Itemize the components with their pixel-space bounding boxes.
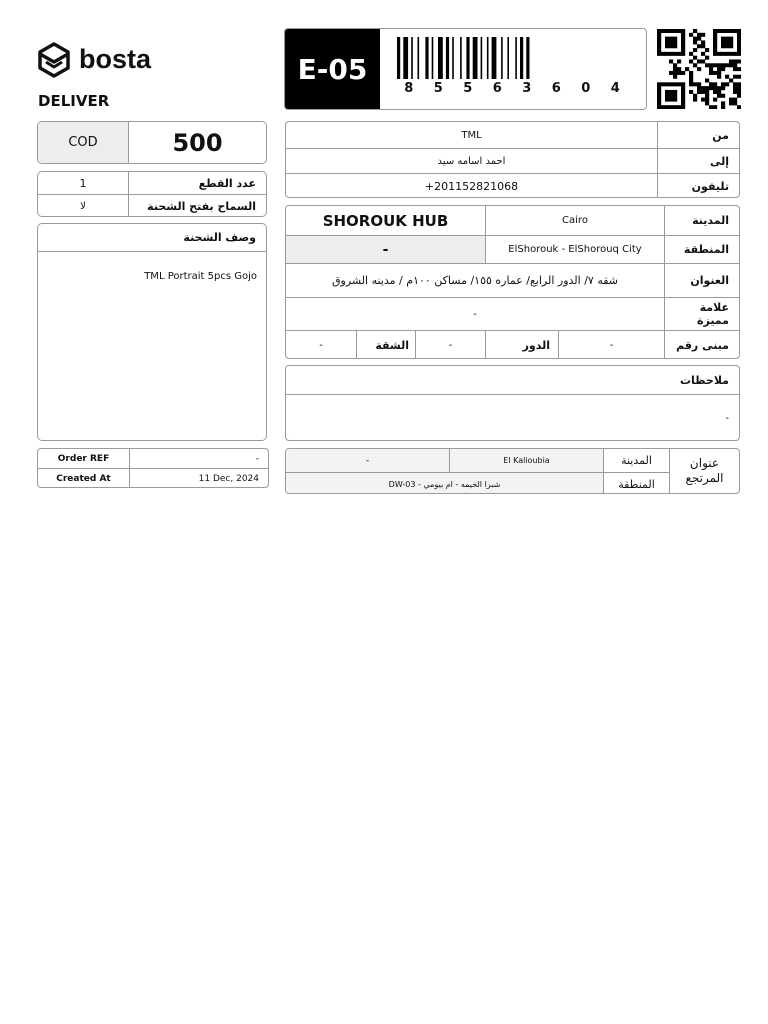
brand-name: bosta: [79, 44, 152, 74]
barcode-digit: 8: [404, 81, 416, 96]
shipment-header: [284, 28, 647, 110]
shipment-code: E-05: [285, 29, 380, 109]
description-box: [37, 223, 267, 441]
from-value: TML: [461, 129, 482, 141]
floor-value: -: [448, 340, 453, 351]
return-city-label: المدينة: [621, 454, 652, 467]
zone-label: المنطقة: [683, 243, 729, 256]
address-value: شقه ٧/ الدور الرابع/ عماره ١٥٥/ مساكن ١٠٠م / مدينه الشروق: [331, 274, 619, 287]
cod-box: [37, 121, 267, 164]
hub-name: SHOROUK HUB: [322, 211, 449, 230]
city-value: Cairo: [562, 215, 588, 226]
phone-value: +201152821068: [424, 180, 519, 193]
order-ref-value: -: [255, 453, 259, 464]
hub-sub: -: [286, 236, 485, 263]
to-value: احمد اسامه سيد: [437, 155, 506, 167]
barcode-digit: 5: [433, 81, 445, 96]
address-label: العنوان: [690, 274, 729, 287]
return-address-label: عنوان المرتجع: [685, 456, 724, 485]
cod-label: COD: [38, 122, 128, 163]
to-label: إلى: [709, 154, 729, 168]
barcode: [395, 37, 631, 79]
return-zone-label: المنطقة: [618, 477, 655, 491]
apartment-label: الشقة: [375, 339, 409, 352]
description-value: TML Portrait 5pcs Gojo: [144, 270, 257, 282]
barcode-digit: 6: [492, 81, 504, 96]
bosta-logo-icon: [37, 42, 71, 78]
service-type: DELIVER: [38, 92, 110, 110]
barcode-digit: 4: [610, 81, 622, 96]
barcode-digit: 6: [551, 81, 563, 96]
sender-box: [285, 121, 740, 198]
landmark-label: علامة مميزة: [696, 301, 729, 327]
notes-label: ملاحظات: [680, 373, 729, 387]
phone-label: تليفون: [691, 180, 729, 193]
created-at-label: Created At: [56, 473, 111, 484]
qr-code: [657, 29, 741, 109]
landmark-value: -: [473, 308, 477, 320]
city-label: المدينة: [692, 214, 729, 227]
notes-value: -: [725, 412, 729, 424]
barcode-digit: 0: [581, 81, 593, 96]
return-city-extra: -: [286, 449, 449, 472]
building-value: -: [609, 340, 614, 351]
building-label: مبنى رقم: [676, 339, 729, 352]
items-box: [37, 171, 267, 217]
notes-box: [285, 365, 740, 441]
order-ref-label: Order REF: [57, 453, 110, 464]
items-count-value: 1: [79, 176, 87, 190]
description-label: وصف الشحنة: [183, 231, 256, 244]
return-city-value: El Kalioubia: [450, 449, 603, 472]
order-info-box: [37, 448, 269, 488]
zone-value: ElShorouk - ElShorouq City: [508, 244, 642, 255]
allow-open-label: السماح بفتح الشحنة: [147, 199, 256, 213]
apartment-value: -: [319, 340, 323, 351]
from-label: من: [712, 128, 729, 142]
address-box: [285, 205, 740, 359]
barcode-number: [395, 81, 631, 97]
return-zone-value: شبرا الخيمه - ام بيومي - DW-03: [286, 473, 603, 494]
barcode-digit: 3: [522, 81, 534, 96]
floor-label: الدور: [522, 339, 550, 352]
bosta-logo: [37, 42, 157, 78]
created-at-value: 11 Dec, 2024: [198, 473, 259, 484]
allow-open-value: لا: [80, 200, 86, 212]
items-count-label: عدد القطع: [198, 176, 256, 190]
barcode-digit: 5: [463, 81, 475, 96]
cod-amount: 500: [172, 128, 223, 157]
return-address-box: [285, 448, 740, 494]
